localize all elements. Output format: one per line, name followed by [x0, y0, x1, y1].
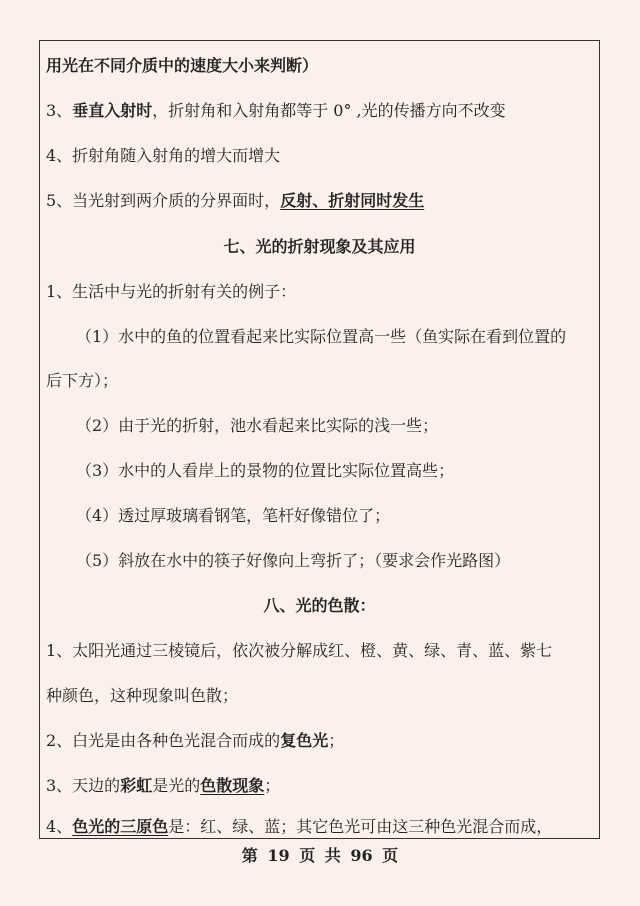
text-line-dispersion-2	[46, 730, 344, 752]
dispersion-3-text: 3、天边的	[46, 776, 121, 795]
text-line-dispersion-1-cont: 种颜色，这种现象叫色散；	[46, 686, 239, 705]
dispersion-3-bold-underlined: 色散现象	[200, 776, 265, 795]
text-line-example-5: （5）斜放在水中的筷子好像向上弯折了；（要求会作光路图）	[76, 551, 511, 570]
item-5-bold-underlined: 反射、折射同时发生	[280, 191, 425, 210]
dispersion-2-text: 2、白光是由各种色光混合而成的	[46, 731, 281, 750]
item-5-text: 5、当光射到两介质的分界面时，	[46, 191, 281, 210]
dispersion-3-mid: 是光的	[152, 776, 201, 795]
section-heading-7: 七、光的折射现象及其应用	[223, 237, 416, 256]
text-line-primary-colors	[46, 816, 552, 838]
text-line-dispersion-1: 1、太阳光通过三棱镜后，依次被分解成红、橙、黄、绿、青、蓝、紫七	[46, 641, 553, 660]
text-line-examples-intro: 1、生活中与光的折射有关的例子：	[46, 282, 297, 301]
dispersion-3-bold-rainbow: 彩虹	[120, 776, 153, 795]
item-3-text: ，折射角和入射角都等于 0° ,光的传播方向不改变	[152, 101, 506, 120]
primary-colors-text: 是：红、绿、蓝；其它色光可由这三种色光混合而成，	[168, 817, 553, 836]
text-line-example-4: （4）透过厚玻璃看钢笔，笔杆好像错位了；	[76, 506, 391, 525]
text-line-item-4: 4、折射角随入射角的增大而增大	[46, 146, 281, 165]
item-3-bold-term: 垂直入射时	[72, 101, 153, 120]
primary-colors-bold-underlined: 色光的三原色	[72, 817, 169, 836]
text-line-example-1: （1）水中的鱼的位置看起来比实际位置高一些（鱼实际在看到位置的	[76, 327, 567, 346]
text-line-dispersion-3	[46, 775, 280, 797]
dispersion-3-suffix: ；	[264, 776, 281, 795]
text-line-example-2: （2）由于光的折射，池水看起来比实际的浅一些；	[76, 416, 439, 435]
text-line-example-1-cont: 后下方）；	[46, 371, 119, 390]
text-line-0: 用光在不同介质中的速度大小来判断）	[46, 56, 319, 75]
dispersion-2-suffix: ；	[328, 731, 345, 750]
text-line-item-5	[46, 190, 424, 212]
section-heading-8: 八、光的色散：	[263, 596, 376, 615]
text-line-example-3: （3）水中的人看岸上的景物的位置比实际位置高些；	[76, 461, 455, 480]
primary-colors-number: 4、	[46, 817, 73, 836]
text-line-item-3	[46, 100, 506, 122]
dispersion-2-bold-term: 复色光	[280, 731, 329, 750]
item-3-number: 3、	[46, 101, 73, 120]
page-number-footer: 第 19 页 共 96 页	[241, 846, 399, 865]
